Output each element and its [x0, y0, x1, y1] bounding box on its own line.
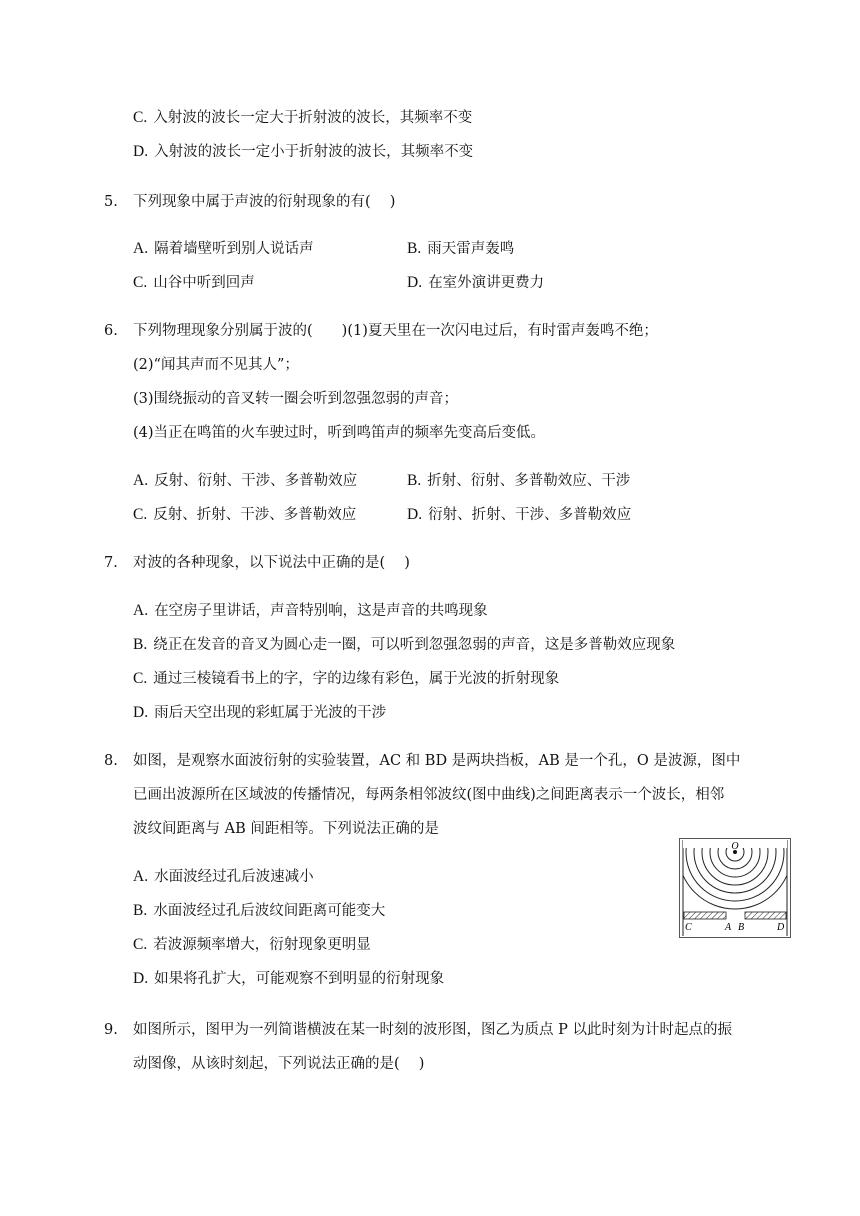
label-a: A: [725, 922, 732, 933]
option-text: 雨后天空出现的彩虹属于光波的干涉: [154, 705, 387, 721]
q8-option-b: [133, 901, 385, 921]
q9-number: 9.: [104, 1022, 118, 1038]
q7-option-c: [133, 669, 559, 689]
q8-option-c: [133, 935, 371, 955]
option-letter: B.: [407, 472, 422, 489]
option-letter: D.: [133, 143, 149, 160]
q8-option-a: [133, 867, 314, 887]
option-text: 通过三棱镜看书上的字，字的边缘有彩色，属于光波的折射现象: [153, 671, 560, 687]
q6-option-d: [407, 505, 631, 525]
option-text: 雨天雷声轰鸣: [427, 241, 515, 257]
q7-option-b: [133, 635, 675, 655]
option-text: 绕正在发音的音叉为圆心走一圈，可以听到忽强忽弱的声音，这是多普勒效应现象: [153, 637, 676, 653]
q6-option-c: [133, 505, 356, 525]
option-text: 折射、衍射、多普勒效应、干涉: [427, 473, 631, 489]
barrier-ac: [684, 912, 726, 919]
option-text: 如果将孔扩大，可能观察不到明显的衍射现象: [154, 971, 445, 987]
option-letter: D.: [407, 274, 423, 291]
q6-item-2: (2)“闻其声而不见其人”；: [133, 357, 299, 373]
option-letter: C.: [133, 274, 148, 291]
q7-number: 7.: [104, 555, 118, 571]
option-letter: A.: [133, 472, 149, 489]
q6-stem: 下列物理现象分别属于波的( )(1)夏天里在一次闪电过后，有时雷声轰鸣不绝；: [133, 323, 658, 339]
option-letter: A.: [133, 602, 149, 619]
option-text: 入射波的波长一定大于折射波的波长，其频率不变: [153, 110, 473, 126]
q7-option-d: [133, 703, 386, 723]
label-b: B: [738, 922, 745, 933]
option-letter: C.: [133, 936, 148, 953]
option-letter: D.: [133, 970, 149, 987]
label-d: D: [777, 922, 785, 933]
option-text: 水面波经过孔后波速减小: [154, 869, 314, 885]
q6-item-4: (4)当正在鸣笛的火车驶过时，听到鸣笛声的频率先变高后变低。: [133, 425, 546, 441]
option-letter: C.: [133, 109, 148, 126]
q7-stem: 对波的各种现象，以下说法中正确的是( ): [133, 555, 410, 571]
q5-option-b: [407, 239, 514, 259]
q5-option-a: [133, 239, 314, 259]
option-letter: B.: [133, 636, 148, 653]
label-o: O: [731, 841, 739, 852]
q7-option-a: [133, 601, 488, 621]
q5-option-c: [133, 273, 255, 293]
option-letter: B.: [407, 240, 422, 257]
option-text: 山谷中听到回声: [153, 275, 255, 291]
q4-option-d: [133, 142, 473, 162]
q6-number: 6.: [104, 323, 118, 339]
q6-item-3: (3)围绕振动的音叉转一圈会听到忽强忽弱的声音；: [133, 391, 459, 407]
barrier-bd: [745, 912, 786, 919]
option-text: 若波源频率增大，衍射现象更明显: [153, 937, 371, 953]
q6-option-b: [407, 471, 630, 491]
option-text: 反射、衍射、干涉、多普勒效应: [154, 473, 358, 489]
wave-diffraction-figure: [679, 838, 791, 938]
option-text: 反射、折射、干涉、多普勒效应: [153, 507, 357, 523]
option-letter: C.: [133, 506, 148, 523]
option-text: 在室外演讲更费力: [428, 275, 545, 291]
q5-stem: 下列现象中属于声波的衍射现象的有( ): [133, 194, 396, 210]
option-text: 衍射、折射、干涉、多普勒效应: [428, 507, 632, 523]
option-letter: D.: [407, 506, 423, 523]
q9-stem: 如图所示，图甲为一列简谐横波在某一时刻的波形图，图乙为质点 P 以此时刻为计时起点的振: [133, 1022, 732, 1038]
label-c: C: [685, 922, 692, 933]
option-text: 水面波经过孔后波纹间距离可能变大: [153, 903, 386, 919]
option-letter: B.: [133, 902, 148, 919]
q8-stem-line-2: 已画出波源所在区域波的传播情况，每两条相邻波纹(图中曲线)之间距离表示一个波长，相邻: [133, 787, 725, 803]
option-letter: A.: [133, 240, 149, 257]
q4-option-c: [133, 108, 472, 128]
option-letter: A.: [133, 868, 149, 885]
option-letter: C.: [133, 670, 148, 687]
q5-number: 5.: [104, 194, 118, 210]
q8-stem: 如图，是观察水面波衍射的实验装置，AC 和 BD 是两块挡板，AB 是一个孔，O 是波源，图中: [133, 753, 741, 769]
q8-stem-line-3: 波纹间距离与 AB 间距相等。下列说法正确的是: [133, 821, 439, 837]
q8-option-d: [133, 969, 444, 989]
q9-stem-line-2: 动图像，从该时刻起，下列说法正确的是( ): [133, 1056, 425, 1072]
option-text: 在空房子里讲话，声音特别响，这是声音的共鸣现象: [154, 603, 488, 619]
option-text: 入射波的波长一定小于折射波的波长，其频率不变: [154, 144, 474, 160]
q8-number: 8.: [104, 753, 118, 769]
option-letter: D.: [133, 704, 149, 721]
q5-option-d: [407, 273, 544, 293]
option-text: 隔着墙壁听到别人说话声: [154, 241, 314, 257]
q6-option-a: [133, 471, 357, 491]
